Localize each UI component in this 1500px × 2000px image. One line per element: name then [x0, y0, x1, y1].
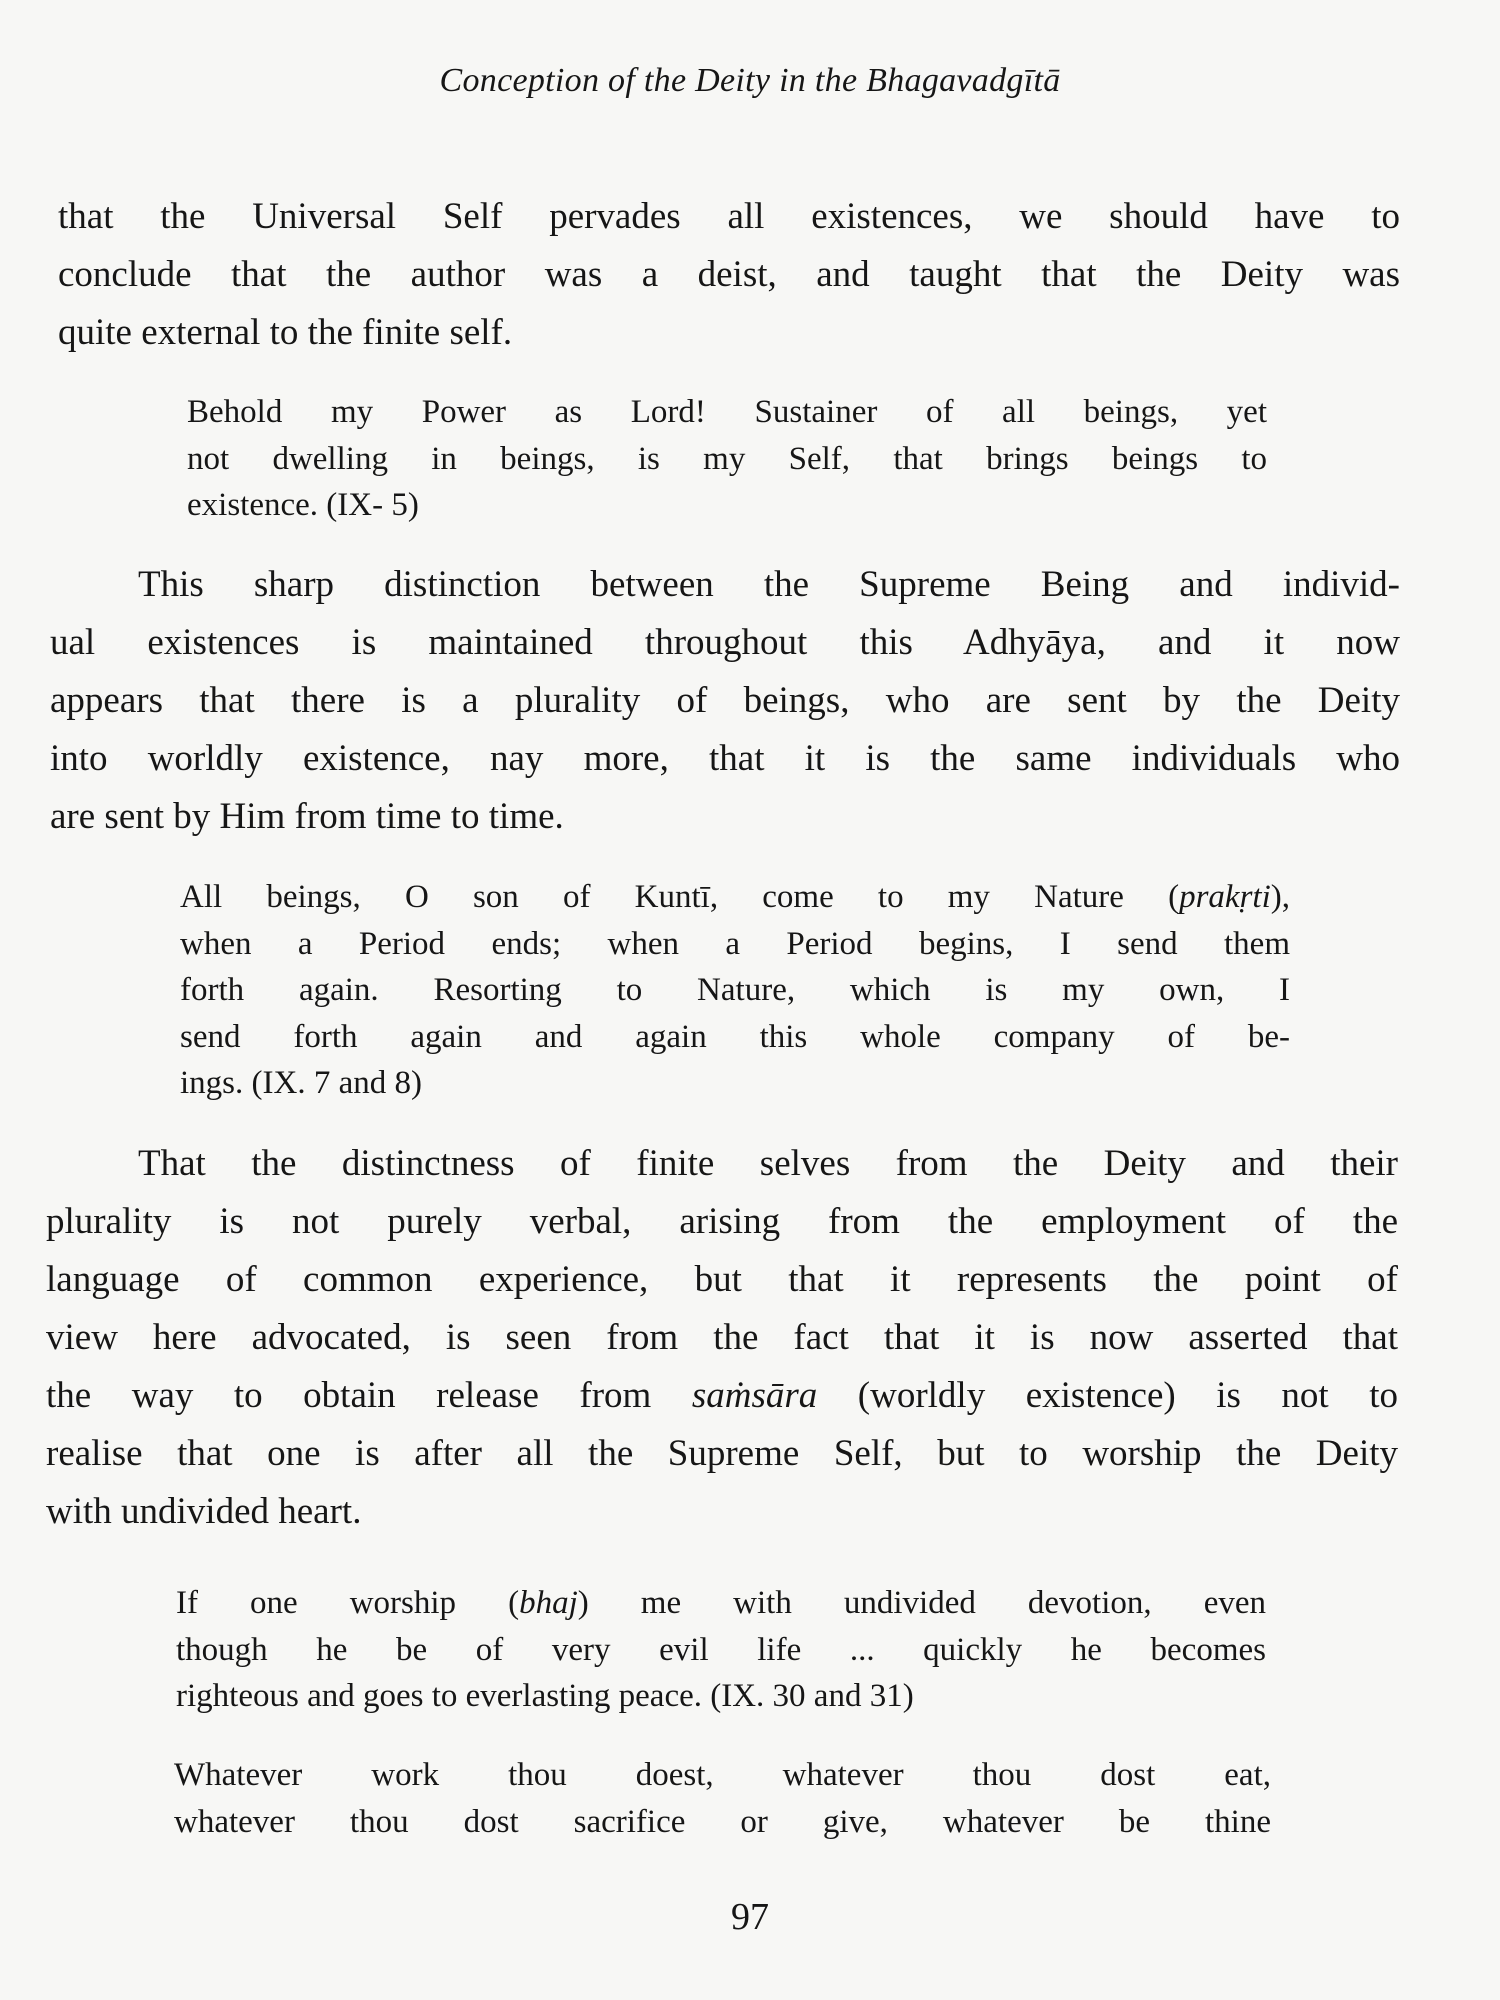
quote-2-line-3: forth again. Resorting to Nature, which is my own, I — [180, 972, 1290, 1008]
quote-4-line-1: Whatever work thou doest, whatever thou dost eat, — [174, 1757, 1271, 1793]
paragraph-2-line-4: into worldly existence, nay more, that it is the same individuals who — [50, 738, 1400, 779]
paragraph-2-line-1: This sharp distinction between the Supreme Being and individ- — [138, 564, 1400, 605]
paragraph-3-line-3: language of common experience, but that it represents the point of — [46, 1259, 1398, 1300]
paragraph-3-line-4: view here advocated, is seen from the fact that it is now asserted that — [46, 1317, 1398, 1358]
quote-4-line-2: whatever thou dost sacrifice or give, whatever be thine — [174, 1803, 1271, 1840]
quote-4 — [174, 1752, 1271, 1845]
paragraph-1-line-3: quite external to the finite self. — [58, 312, 513, 353]
term-bhaj: bhaj — [519, 1585, 578, 1621]
quote-2-line-5: ings. (IX. 7 and 8) — [180, 1065, 422, 1101]
quote-2-line-4: send forth again and again this whole company of be- — [180, 1018, 1290, 1055]
quote-2-line-1 — [180, 874, 1290, 921]
paragraph-1-line-1: that the Universal Self pervades all existences, we should have to — [58, 196, 1400, 237]
paragraph-2 — [50, 556, 1400, 846]
paragraph-3-line-5 — [46, 1367, 1398, 1425]
quote-3-line-1 — [176, 1580, 1266, 1627]
quote-1-line-1: Behold my Power as Lord! Sustainer of all beings, yet — [187, 394, 1267, 430]
quote-2-line-2: when a Period ends; when a Period begins, I send them — [180, 925, 1290, 962]
paragraph-2-line-3: appears that there is a plurality of beings, who are sent by the Deity — [50, 680, 1400, 721]
quote-2-line-1-start: All beings, O son of Kuntī, come to my Nature ( — [180, 879, 1180, 915]
paragraph-3-line-7: with undivided heart. — [46, 1491, 362, 1532]
paragraph-3-line-2: plurality is not purely verbal, arising from the employment of the — [46, 1201, 1398, 1242]
page-number: 97 — [731, 1896, 769, 1938]
paragraph-3-line-5-end: (worldly existence) is not to — [817, 1375, 1398, 1416]
paragraph-1 — [58, 188, 1400, 362]
paragraph-2-line-5: are sent by Him from time to time. — [50, 796, 564, 837]
paragraph-3 — [46, 1135, 1398, 1541]
paragraph-2-line-2: ual existences is maintained throughout this Adhyāya, and it now — [50, 622, 1400, 663]
quote-3 — [176, 1580, 1266, 1720]
paragraph-3-line-5-start: the way to obtain release from — [46, 1375, 692, 1416]
paragraph-1-line-2: conclude that the author was a deist, and taught that the Deity was — [58, 254, 1400, 295]
quote-3-line-2: though he be of very evil life ... quickly he becomes — [176, 1631, 1266, 1668]
quote-1 — [187, 389, 1267, 529]
quote-1-line-3: existence. (IX- 5) — [187, 487, 419, 523]
quote-1-line-2: not dwelling in beings, is my Self, that brings beings to — [187, 440, 1267, 477]
quote-3-line-1-start: If one worship ( — [176, 1585, 520, 1621]
term-prakrti: prakṛti — [1179, 879, 1271, 915]
term-samsara: saṁsāra — [691, 1375, 818, 1416]
quote-2-line-1-end: ), — [1270, 879, 1290, 915]
running-head: Conception of the Deity in the Bhagavadgītā — [439, 62, 1061, 99]
quote-3-line-3: righteous and goes to everlasting peace. (IX. 30 and 31) — [176, 1678, 914, 1714]
quote-2 — [180, 874, 1290, 1107]
paragraph-3-line-1: That the distinctness of finite selves from the Deity and their — [138, 1143, 1398, 1184]
paragraph-3-line-6: realise that one is after all the Supreme Self, but to worship the Deity — [46, 1433, 1398, 1474]
quote-3-line-1-end: ) me with undivided devotion, even — [577, 1585, 1266, 1621]
